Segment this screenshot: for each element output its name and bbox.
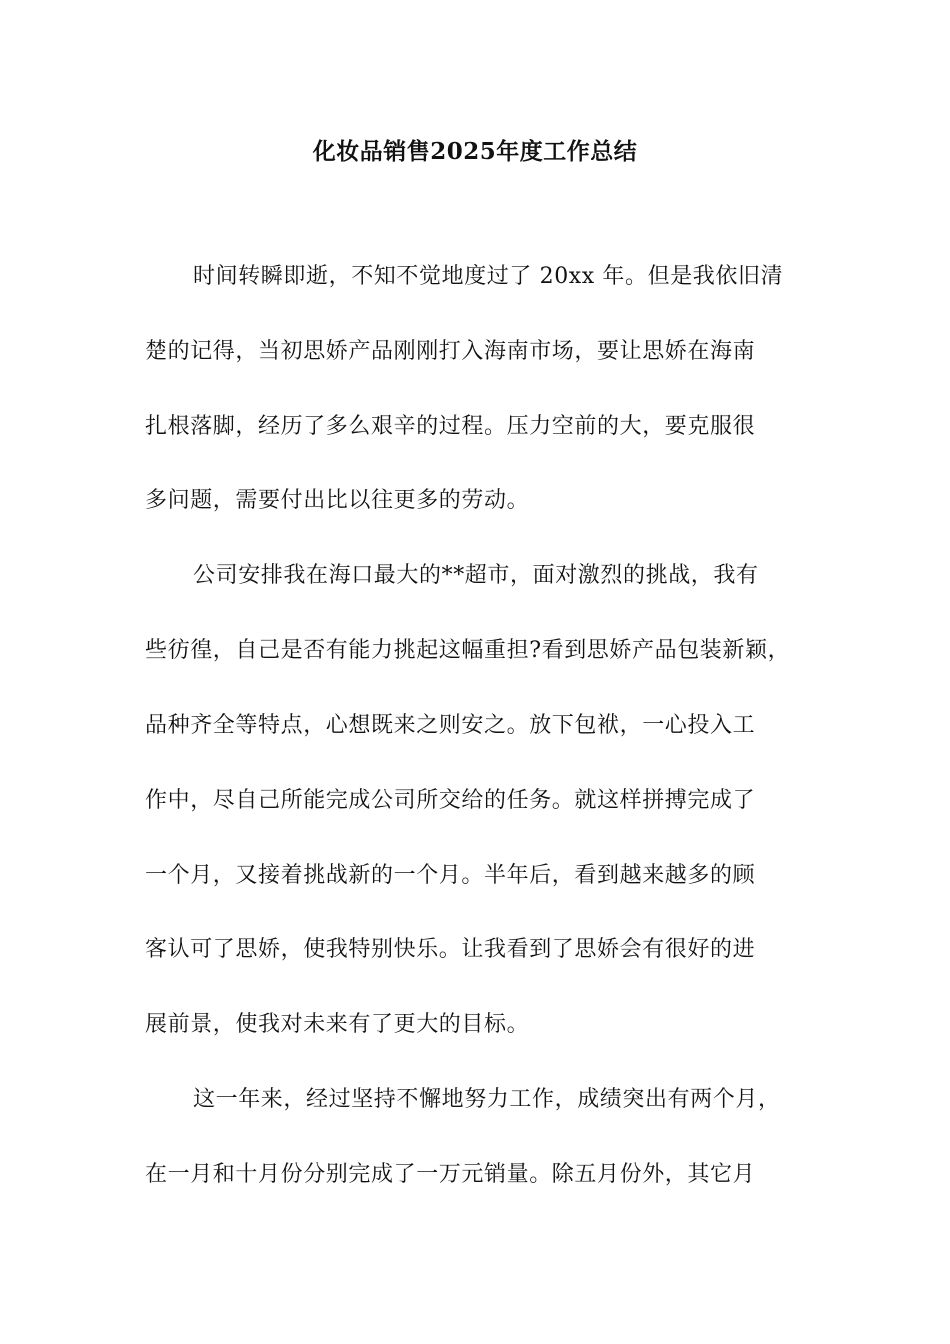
paragraph-2-line-6: 客认可了思娇，使我特别快乐。让我看到了思娇会有很好的进 xyxy=(145,937,756,962)
paragraph-2-line-5: 一个月，又接着挑战新的一个月。半年后，看到越来越多的顾 xyxy=(145,863,756,888)
paragraph-2-line-1: 公司安排我在海口最大的**超市，面对激烈的挑战，我有 xyxy=(193,563,759,588)
paragraph-1-line-1: 时间转瞬即逝，不知不觉地度过了 20xx 年。但是我依旧清 xyxy=(193,264,784,289)
paragraph-2-line-7: 展前景，使我对未来有了更大的目标。 xyxy=(145,1012,530,1037)
paragraph-2-line-3: 品种齐全等特点，心想既来之则安之。放下包袱，一心投入工 xyxy=(145,713,756,738)
document-title: 化妆品销售2025年度工作总结 xyxy=(312,138,638,165)
paragraph-1-line-3: 扎根落脚，经历了多么艰辛的过程。压力空前的大，要克服很 xyxy=(145,414,756,439)
paragraph-3-line-2: 在一月和十月份分别完成了一万元销量。除五月份外，其它月 xyxy=(145,1162,756,1187)
paragraph-3-line-1: 这一年来，经过坚持不懈地努力工作，成绩突出有两个月， xyxy=(193,1087,781,1112)
paragraph-1-line-2: 楚的记得，当初思娇产品刚刚打入海南市场，要让思娇在海南 xyxy=(145,339,756,364)
paragraph-2-line-2: 些彷徨，自己是否有能力挑起这幅重担?看到思娇产品包装新颖， xyxy=(145,638,791,663)
paragraph-1-line-4: 多问题，需要付出比以往更多的劳动。 xyxy=(145,488,530,513)
paragraph-2-line-4: 作中，尽自己所能完成公司所交给的任务。就这样拼搏完成了 xyxy=(145,788,756,813)
